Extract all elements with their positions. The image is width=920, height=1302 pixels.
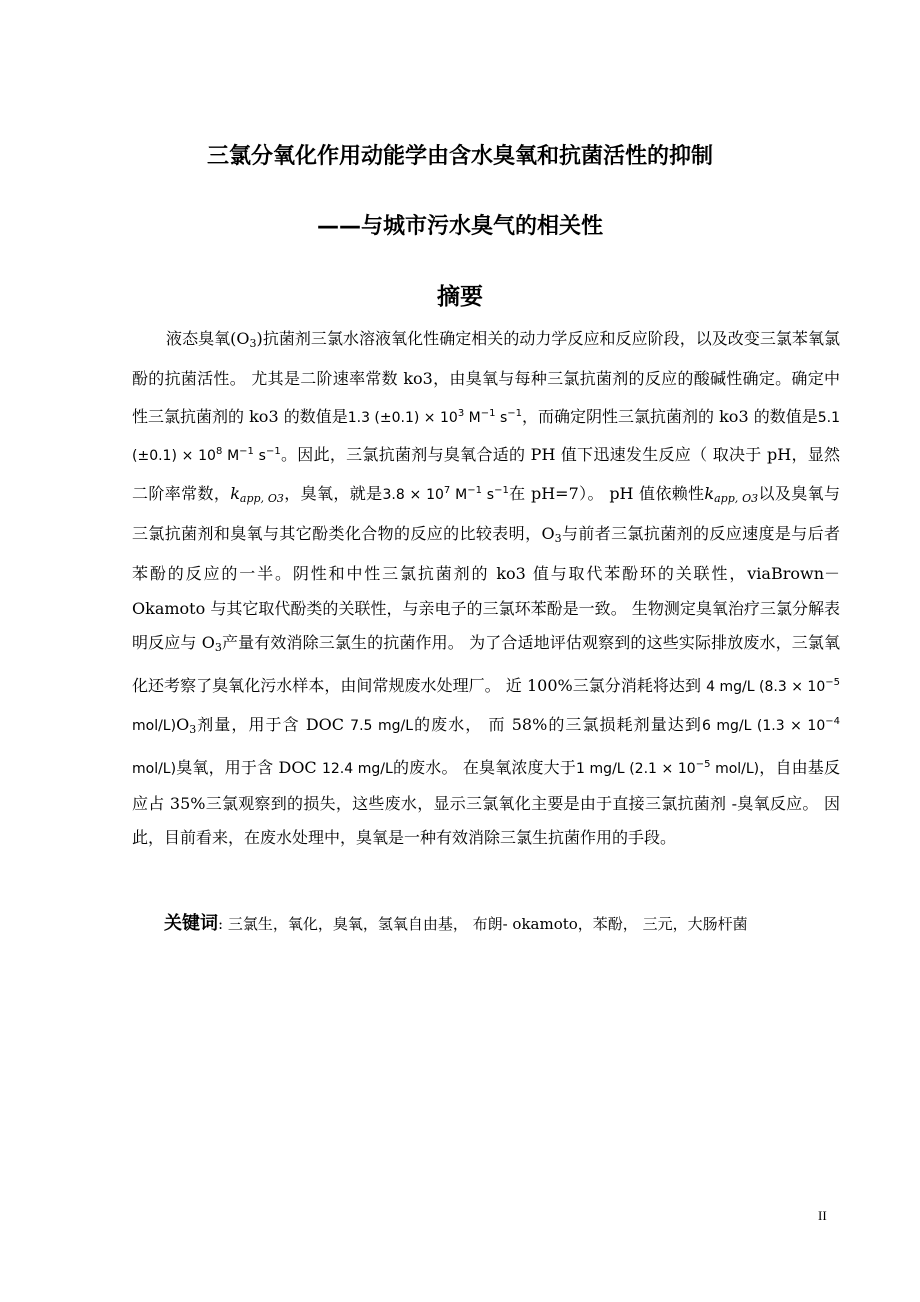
rate-constant-ph7: $3.8 \times 10^7$ $M^{-1}$ $s^{-1}$ bbox=[382, 485, 509, 504]
abstract-body bbox=[132, 322, 840, 856]
page-number: II bbox=[818, 1208, 827, 1223]
abstract-text: 的废水， 而 58%的三氯损耗剂量达到 bbox=[413, 714, 702, 734]
rate-constant-neutral: 1.3 $(\pm 0.1) \times 10^3$ $M^{-1}$ $s^{-1}$ bbox=[347, 407, 522, 426]
abstract-text: 臭氧，用于含 DOC bbox=[176, 757, 322, 777]
ozone-subscript: 3 bbox=[554, 531, 562, 545]
ozone-subscript: 3 bbox=[214, 641, 222, 655]
ozone-dose-2: 6 mg/L ($1.3 \times 10^{-4}$ mol/L) bbox=[132, 715, 840, 777]
keywords-label: 关键词 bbox=[164, 913, 218, 934]
abstract-text: 。因此，三氯抗菌剂与臭氧合适的 PH 值下迅速发生反应（ 取决于 pH，显然二阶率常数， bbox=[132, 445, 841, 504]
abstract-text: 产量有效消除三氯生的抗菌作用。 为了合适地评估观察到的这些实际排放废水，三氯氧化还考察了臭氧化污水样本，由间常规废水处理厂。 近 100%三氯分消耗将达到 bbox=[132, 633, 840, 696]
abstract-text: ，自由基反应占 35%三氯观察到的损失，这些废水，显示三氯氧化主要是由于直接三氯抗菌剂 -臭氧反应。 因此，目前看来，在废水处理中，臭氧是一种有效消除三氯生抗菌作用的手段。 bbox=[132, 757, 840, 848]
ozone-formula: $O_3$ bbox=[236, 329, 257, 350]
abstract-text: ，臭氧，就是 bbox=[283, 484, 383, 504]
abstract-text: 与前者三氯抗菌剂的反应速度是与后者苯酚的反应的一半。阴性和中性三氯抗菌剂的 ko3 值与取代苯酚环的关联性，viaBrown－Okamoto 与其它取代酚类的关联性，与亲电子的三氯环苯酚是一致。 生物测定臭氧治疗三氯分解表明反应与 O bbox=[132, 523, 840, 653]
document-subtitle: ——与城市污水臭气的相关性 bbox=[316, 214, 603, 239]
abstract-text: ，而确定阴性三氯抗菌剂的 ko3 的数值是 bbox=[521, 406, 818, 426]
abstract-text: 剂量，用于含 DOC bbox=[196, 714, 351, 734]
k-app-symbol: $k_{app, O3}$ bbox=[230, 484, 284, 506]
doc-value-1: 7.5 mg/L bbox=[350, 717, 413, 734]
keywords-line bbox=[164, 910, 748, 938]
abstract-text: 的废水。 在臭氧浓度大于 bbox=[392, 757, 577, 777]
rate-constant-anionic: 5.1 $(\pm 0.1) \times 10^8$ $M^{-1}$ $s^{-1}$ bbox=[132, 409, 840, 465]
abstract-text: 液态臭氧( bbox=[166, 329, 237, 348]
doc-value-2: 12.4 mg/L bbox=[321, 760, 393, 777]
abstract-text: 以及臭氧与三氯抗菌剂和臭氧与其它酚类化合物的反应的比较表明，O bbox=[132, 484, 840, 543]
keywords-list: : 三氯生，氧化，臭氧，氢氧自由基， 布朗- okamoto，苯酚， 三元，大肠杆菌 bbox=[218, 915, 748, 933]
k-app-symbol: $k_{app, O3}$ bbox=[704, 484, 759, 506]
document-title: 三氯分氧化作用动能学由含水臭氧和抗菌活性的抑制 bbox=[206, 144, 713, 169]
abstract-text: 在 pH=7）。 pH 值依赖性 bbox=[508, 484, 705, 504]
ozone-dose-3: 1 mg/L ($2.1 \times 10^{-5}$ mol/L) bbox=[576, 758, 760, 777]
ozone-dose-1: 4 mg/L ($8.3 \times 10^{-5}$ mol/L) bbox=[132, 677, 840, 734]
abstract-heading: 摘要 bbox=[437, 284, 483, 310]
abstract-text: )抗菌剂三氯水溶液氧化性确定相关的动力学反应和反应阶段，以及改变三氯苯氧氯酚的抗菌活性。 尤其是二阶速率常数 ko3，由臭氧与每种三氯抗菌剂的反应的酸碱性确定。确定中性三氯抗菌剂的 ko3 的数值是 bbox=[132, 329, 840, 426]
ozone-formula: $O_3$ bbox=[176, 714, 197, 736]
